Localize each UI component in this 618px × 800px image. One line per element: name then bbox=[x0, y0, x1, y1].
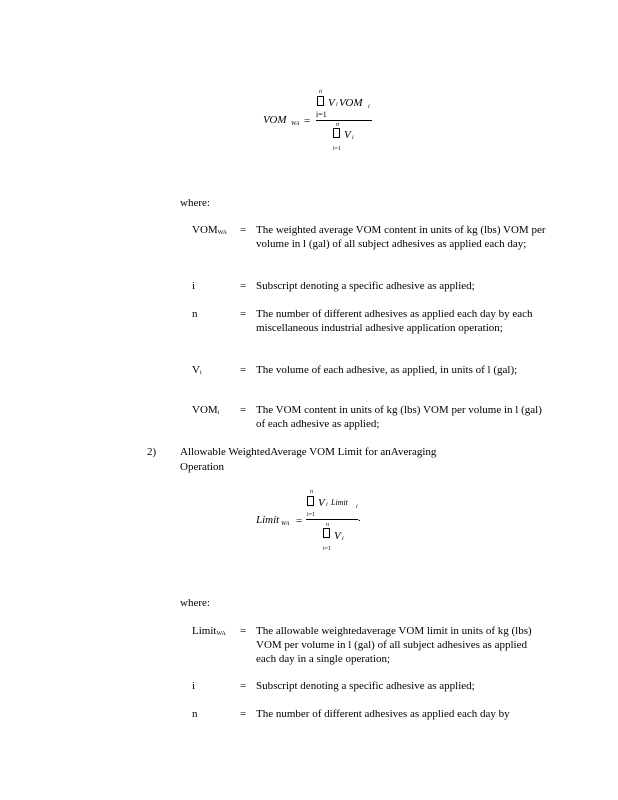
sum-symbol-icon bbox=[333, 128, 340, 138]
def1-equals: = bbox=[240, 364, 247, 376]
eq1-num-term2: VOM bbox=[339, 97, 363, 109]
def1-equals: = bbox=[240, 224, 247, 236]
sum-symbol-icon bbox=[307, 496, 314, 506]
section-2-heading-line1: Allowable WeightedAverage VOM Limit for anAveraging bbox=[180, 446, 437, 458]
eq1-lhs-sub: WA bbox=[291, 121, 300, 127]
def1-equals: = bbox=[240, 280, 247, 292]
eq2-den-lower: i=1 bbox=[323, 546, 332, 552]
eq2-lhs-sub: WA bbox=[281, 521, 290, 527]
eq2-equals: = bbox=[296, 515, 303, 527]
eq2-num-term: V bbox=[318, 497, 325, 509]
def1-symbol-vom-wa: $VOM_{WA}$ bbox=[192, 224, 228, 236]
def2-symbol-n: n bbox=[192, 708, 198, 720]
eq2-num-term2: Limit bbox=[331, 498, 348, 507]
eq1-num-upper: n bbox=[319, 89, 322, 95]
def1-symbol-vom-i: $VOM_i$ bbox=[192, 404, 220, 416]
def2-text-i: Subscript denoting a specific adhesive as applied; bbox=[256, 680, 475, 692]
eq2-lhs: Limit bbox=[256, 514, 280, 526]
def2-text-limit-wa: The allowable weightedaverage VOM limit in units of kg (lbs) VOM per volume in l (gal) of all subject adhesives as applied each day in a single operation; bbox=[256, 625, 532, 665]
eq1-den-lower: i=1 bbox=[333, 146, 342, 152]
eq1-lhs: VOM bbox=[263, 114, 287, 126]
def2-equals: = bbox=[240, 708, 247, 720]
def1-symbol-vi: $V_i$ bbox=[192, 364, 202, 376]
sum-symbol-icon bbox=[317, 96, 324, 106]
def1-symbol-n: n bbox=[192, 308, 198, 320]
eq2-den-upper: n bbox=[326, 522, 329, 528]
def2-symbol-limit-wa: Limit$_{WA}$ bbox=[192, 625, 226, 637]
where-label-2: where: bbox=[180, 597, 210, 609]
def1-symbol-i: i bbox=[192, 280, 196, 292]
eq2-num-lower: i=1 bbox=[307, 512, 316, 518]
section-2-number: 2) bbox=[147, 446, 157, 458]
eq2-trailing-period: . bbox=[358, 512, 361, 524]
eq1-num-term-sub: i bbox=[336, 102, 338, 108]
eq1-fraction-bar bbox=[316, 120, 372, 121]
section-2-heading-line2: Operation bbox=[180, 461, 224, 473]
eq1-den-upper: n bbox=[336, 122, 339, 128]
def2-equals: = bbox=[240, 625, 247, 637]
eq1-den-term: V bbox=[344, 129, 351, 141]
sum-symbol-icon bbox=[323, 528, 330, 538]
where-label-1: where: bbox=[180, 197, 210, 209]
def1-text-vom-wa: The weighted average VOM content in units of kg (lbs) VOM per volume in l (gal) of all subject adhesives as applied each day; bbox=[256, 224, 546, 250]
eq2-num-term2-sub: i bbox=[356, 504, 358, 510]
def2-equals: = bbox=[240, 680, 247, 692]
eq2-fraction-bar bbox=[306, 519, 358, 520]
eq1-den-term-sub: i bbox=[352, 135, 354, 141]
def1-equals: = bbox=[240, 404, 247, 416]
def1-text-n: The number of different adhesives as applied each day by each miscellaneous industrial adhesive application operation; bbox=[256, 308, 533, 334]
def2-symbol-i: i bbox=[192, 680, 196, 692]
eq1-num-term: V bbox=[328, 97, 335, 109]
def1-text-vom-i: The VOM content in units of kg (lbs) VOM per volume in l (gal) of each adhesive as applied; bbox=[256, 404, 542, 430]
eq2-num-upper: n bbox=[310, 489, 313, 495]
eq2-num-term-sub: i bbox=[326, 502, 328, 508]
def2-text-n: The number of different adhesives as applied each day by bbox=[256, 708, 510, 720]
eq2-den-term-sub: i bbox=[342, 536, 344, 542]
eq1-num-term2-sub: i bbox=[368, 104, 370, 110]
eq2-den-term: V bbox=[334, 530, 341, 542]
eq1-equals: = bbox=[304, 115, 311, 127]
def1-text-vi: The volume of each adhesive, as applied, in units of l (gal); bbox=[256, 364, 518, 376]
def1-equals: = bbox=[240, 308, 247, 320]
eq1-num-lower: i=1 bbox=[316, 110, 327, 119]
def1-text-i: Subscript denoting a specific adhesive as applied; bbox=[256, 280, 475, 292]
